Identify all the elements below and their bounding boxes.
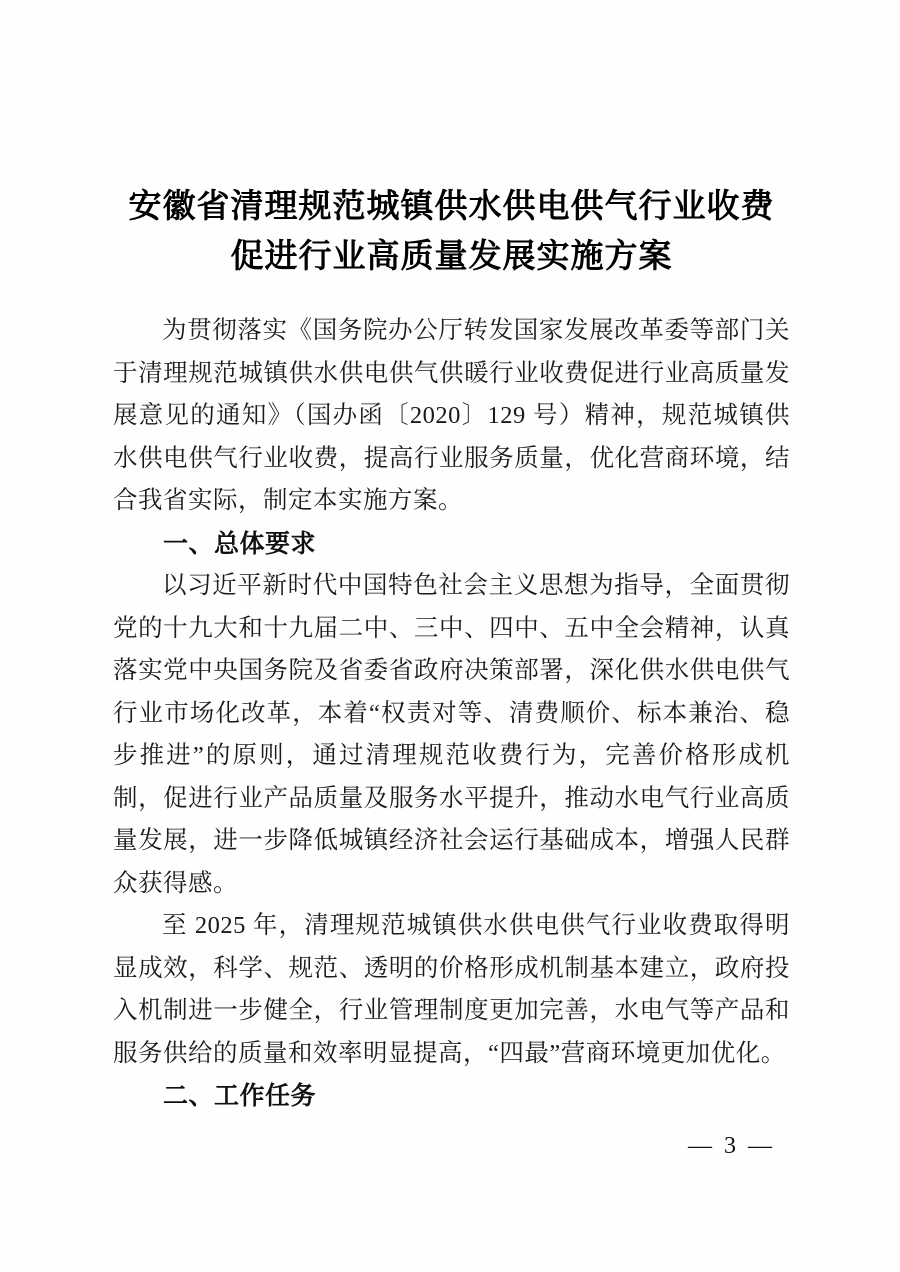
document-title-line-2: 促进行业高质量发展实施方案 [230, 239, 673, 275]
document-title [113, 182, 790, 282]
document-title-line-1: 安徽省清理规范城镇供水供电供气行业收费 [128, 189, 775, 225]
paragraph-guiding-ideology: 以习近平新时代中国特色社会主义思想为指导，全面贯彻党的十九大和十九届二中、三中、四中、五中全会精神，认真落实党中央国务院及省委省政府决策部署，深化供水供电供气行业市场化改革，本着“权责对等、清费顺价、标本兼治、稳步推进”的原则，通过清理规范收费行为，完善价格形成机制，促进行业产品质量及服务水平提升，推动水电气行业高质量发展，进一步降低城镇经济社会运行基础成本，增强人民群众获得感。 [113, 572, 790, 897]
paragraph-2025-goals: 至 2025 年，清理规范城镇供水供电供气行业收费取得明显成效，科学、规范、透明的价格形成机制基本建立，政府投入机制进一步健全，行业管理制度更加完善，水电气等产品和服务供给的质量和效率明显提高，“四最”营商环境更加优化。 [113, 912, 790, 1067]
page-number: — 3 — [688, 1133, 775, 1159]
paragraph-preamble: 为贯彻落实《国务院办公厅转发国家发展改革委等部门关于清理规范城镇供水供电供气供暖行业收费促进行业高质量发展意见的通知》（国办函〔2020〕129 号）精神，规范城镇供水供电供气行业收费，提高行业服务质量，优化营商环境，结合我省实际，制定本实施方案。 [113, 317, 790, 514]
section-heading-overall-requirements: 一、总体要求 [163, 529, 317, 558]
section-heading-work-tasks: 二、工作任务 [163, 1082, 317, 1110]
